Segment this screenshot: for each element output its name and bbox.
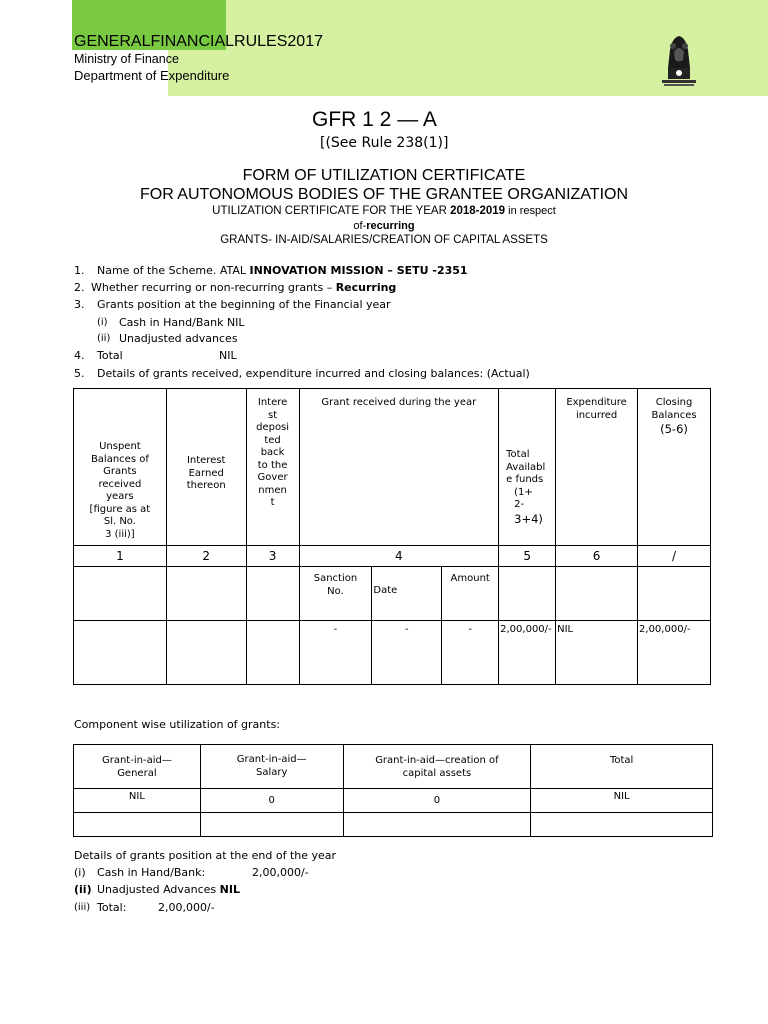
- component-salary-value: 0: [200, 789, 343, 813]
- end-line-2-num: (ii): [74, 883, 92, 896]
- header-department: Department of Expenditure: [74, 68, 230, 83]
- item-1-label: Name of the Scheme. ATAL: [97, 264, 250, 277]
- component-empty-2: [200, 813, 343, 837]
- row-empty-1: [74, 621, 167, 685]
- item-3b-label: Unadjusted advances: [119, 332, 238, 345]
- component-table: [73, 744, 713, 837]
- sub-empty-7: [638, 567, 711, 621]
- end-line-3-label: Total:: [97, 901, 127, 914]
- end-line-1-label: Cash in Hand/Bank:: [97, 866, 206, 879]
- end-line-3-num: (iii): [74, 902, 91, 913]
- row-empty-3: [246, 621, 299, 685]
- component-general-value: NIL: [74, 789, 201, 813]
- row-closing-value: 2,00,000/-: [638, 621, 711, 685]
- component-empty-1: [74, 813, 201, 837]
- sub-empty-1: [74, 567, 167, 621]
- sub-empty-5: [499, 567, 556, 621]
- row-expenditure-value: NIL: [556, 621, 638, 685]
- form-subtitle: [0, 205, 768, 217]
- sub-empty-3: [246, 567, 299, 621]
- component-general-header: Grant-in-aid— General: [74, 745, 201, 789]
- subtitle-suffix: in respect: [505, 205, 556, 217]
- component-empty-4: [531, 813, 713, 837]
- col-unspent-header: Unspent Balances of Grants received years [figure as at Sl. No. 3 (iii)]: [74, 389, 167, 546]
- item-2: [91, 281, 396, 294]
- item-2-num: 2.: [74, 281, 85, 294]
- col-num-6: 6: [556, 546, 638, 567]
- row-total-value: 2,00,000/-: [499, 621, 556, 685]
- row-date-value: -: [372, 621, 442, 685]
- item-5-label: Details of grants received, expenditure incurred and closing balances: (Actual): [97, 367, 530, 380]
- component-total-header: Total: [531, 745, 713, 789]
- component-capital-value: 0: [343, 789, 531, 813]
- form-title-line1: FORM OF UTILIZATION CERTIFICATE: [242, 167, 526, 184]
- component-total-value: NIL: [531, 789, 713, 813]
- item-3-num: 3.: [74, 298, 85, 311]
- end-line-2: [97, 883, 240, 896]
- national-emblem-icon: [656, 30, 702, 90]
- end-line-3-value: 2,00,000/-: [158, 901, 215, 914]
- col-num-3: 3: [246, 546, 299, 567]
- form-rule: [(See Rule 238(1)]: [320, 135, 449, 151]
- item-3a-num: (i): [97, 317, 108, 328]
- of-prefix: of-: [353, 220, 367, 232]
- component-empty-3: [343, 813, 531, 837]
- item-3b-num: (ii): [97, 333, 111, 344]
- item-1-num: 1.: [74, 264, 85, 277]
- grants-table: [73, 388, 711, 685]
- item-1: [97, 264, 468, 277]
- col-interest-deposited-header: Intere st deposi ted back to the Gover nmen t: [246, 389, 299, 546]
- item-4-value: NIL: [219, 349, 237, 362]
- col-closing-header: Closing Balances (5-6): [638, 389, 711, 546]
- item-4-num: 4.: [74, 349, 85, 362]
- end-heading: Details of grants position at the end of the year: [74, 849, 337, 862]
- form-grants-line: GRANTS- IN-AID/SALARIES/CREATION OF CAPITAL ASSETS: [220, 234, 548, 246]
- item-4-label: Total: [97, 349, 123, 362]
- row-empty-2: [166, 621, 246, 685]
- subtitle-year: 2018-2019: [450, 205, 506, 217]
- col-num-2: 2: [166, 546, 246, 567]
- header-ministry: Ministry of Finance: [74, 52, 179, 66]
- item-3a-label: Cash in Hand/Bank NIL: [119, 316, 245, 329]
- item-5-num: 5.: [74, 367, 85, 380]
- item-1-value: INNOVATION MISSION – SETU -2351: [249, 264, 468, 277]
- col-total-available-header: Total Availabl e funds (1+ 2- 3+4): [499, 389, 556, 546]
- col-num-1: 1: [74, 546, 167, 567]
- col-interest-header: Interest Earned thereon: [166, 389, 246, 546]
- sub-amount: Amount: [442, 567, 499, 621]
- col-grant-received-header: Grant received during the year: [299, 389, 499, 546]
- component-salary-header: Grant-in-aid— Salary: [200, 745, 343, 789]
- form-of-line: [0, 220, 768, 232]
- sub-empty-2: [166, 567, 246, 621]
- item-2-label: Whether recurring or non-recurring grants –: [91, 281, 336, 294]
- item-3-label: Grants position at the beginning of the Financial year: [97, 298, 391, 311]
- row-sanction-value: -: [299, 621, 372, 685]
- header-title: GENERALFINANCIALRULES2017: [74, 33, 323, 50]
- col-num-4: 4: [299, 546, 499, 567]
- end-line-2-label: Unadjusted Advances: [97, 883, 220, 896]
- col-expenditure-header: Expenditure incurred: [556, 389, 638, 546]
- row-amount-value: -: [442, 621, 499, 685]
- sub-date: Date: [372, 567, 442, 621]
- sub-empty-6: [556, 567, 638, 621]
- end-line-2-value: NIL: [219, 883, 240, 896]
- component-capital-header: Grant-in-aid—creation of capital assets: [343, 745, 531, 789]
- col-num-7: /: [638, 546, 711, 567]
- of-value: recurring: [366, 220, 415, 232]
- item-2-value: Recurring: [335, 281, 397, 294]
- end-line-1-num: (i): [74, 866, 86, 879]
- form-code: GFR 1 2 — A: [312, 108, 437, 131]
- end-line-1-value: 2,00,000/-: [252, 866, 309, 879]
- col-num-5: 5: [499, 546, 556, 567]
- form-title-line2: FOR AUTONOMOUS BODIES OF THE GRANTEE ORGANIZATION: [139, 186, 629, 203]
- component-label: Component wise utilization of grants:: [74, 718, 281, 731]
- sub-sanction-no: Sanction No.: [299, 567, 372, 621]
- subtitle-prefix: UTILIZATION CERTIFICATE FOR THE YEAR: [212, 205, 451, 217]
